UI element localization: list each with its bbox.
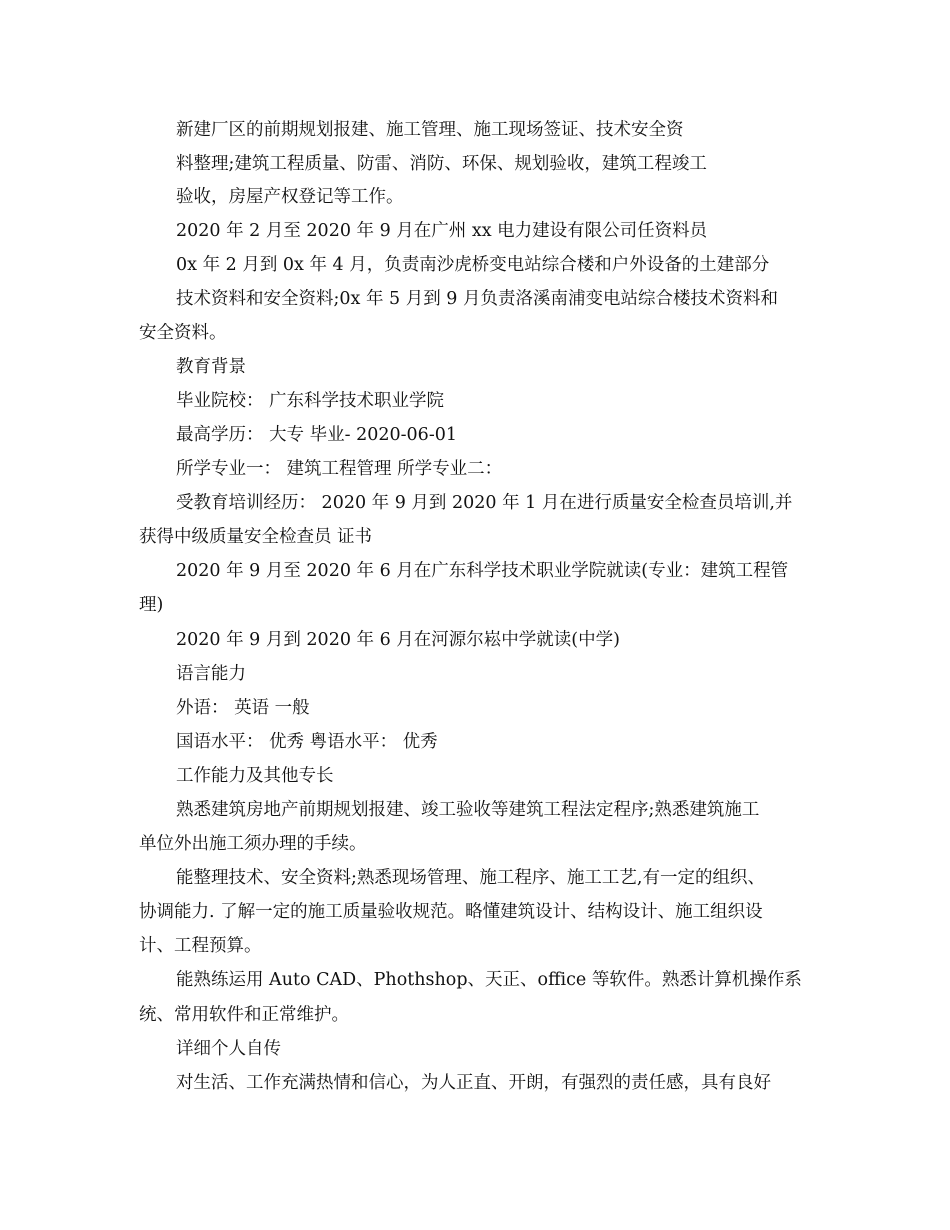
text-line: 能熟练运用 Auto CAD、Phothshop、天正、office 等软件。熟悉计算机操作系 <box>176 970 802 990</box>
text-line: 0x 年 2 月到 0x 年 4 月，负责南沙虎桥变电站综合楼和户外设备的土建部分 <box>176 255 770 275</box>
section-heading-autobiography: 详细个人自传 <box>176 1039 281 1059</box>
text-line: 2020 年 9 月到 2020 年 6 月在河源尔崧中学就读(中学) <box>176 630 620 650</box>
section-heading-skills: 工作能力及其他专长 <box>176 766 334 786</box>
text-line: 毕业院校： 广东科学技术职业学院 <box>176 391 445 411</box>
text-line: 单位外出施工须办理的手续。 <box>139 834 367 854</box>
text-line: 2020 年 9 月至 2020 年 6 月在广东科学技术职业学院就读(专业：建筑工程管 <box>176 561 789 581</box>
text-line: 获得中级质量安全检查员 证书 <box>139 527 373 547</box>
text-line: 计、工程预算。 <box>139 936 262 956</box>
text-line: 2020 年 2 月至 2020 年 9 月在广州 xx 电力建设有限公司任资料员 <box>176 221 708 241</box>
text-line: 验收，房屋产权登记等工作。 <box>176 187 404 207</box>
text-line: 新建厂区的前期规划报建、施工管理、施工现场签证、技术安全资 <box>176 120 684 140</box>
text-line: 国语水平： 优秀 粤语水平： 优秀 <box>176 732 438 752</box>
text-line: 统、常用软件和正常维护。 <box>139 1005 349 1025</box>
section-heading-education: 教育背景 <box>176 357 246 377</box>
text-line: 能整理技术、安全资料;熟悉现场管理、施工程序、施工工艺,有一定的组织、 <box>176 868 765 888</box>
text-line: 对生活、工作充满热情和信心，为人正直、开朗，有强烈的责任感，具有良好 <box>176 1073 771 1093</box>
text-line: 料整理;建筑工程质量、防雷、消防、环保、规划验收，建筑工程竣工 <box>176 154 707 174</box>
text-line: 所学专业一： 建筑工程管理 所学专业二： <box>176 459 503 479</box>
text-line: 熟悉建筑房地产前期规划报建、竣工验收等建筑工程法定程序;熟悉建筑施工 <box>176 800 760 820</box>
text-line: 最高学历： 大专 毕业- 2020-06-01 <box>176 425 457 445</box>
text-line: 外语： 英语 一般 <box>176 698 310 718</box>
text-line: 受教育培训经历： 2020 年 9 月到 2020 年 1 月在进行质量安全检查员培训,并 <box>176 493 793 513</box>
section-heading-language: 语言能力 <box>176 664 246 684</box>
text-line: 理) <box>139 595 164 615</box>
text-line: 技术资料和安全资料;0x 年 5 月到 9 月负责洛溪南浦变电站综合楼技术资料和 <box>176 289 778 309</box>
text-line: 安全资料。 <box>139 323 227 343</box>
text-line: 协调能力. 了解一定的施工质量验收规范。略懂建筑设计、结构设计、施工组织设 <box>139 902 763 922</box>
